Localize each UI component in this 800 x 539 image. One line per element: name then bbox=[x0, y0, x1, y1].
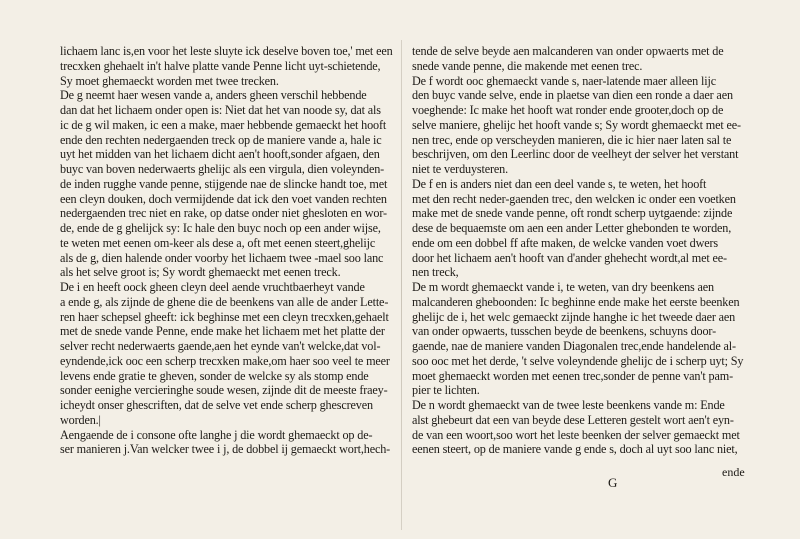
text-line: den buyc vande selve, ende in plaetse van dien een ronde a daer aen bbox=[412, 88, 733, 103]
text-line: De f wordt ooc ghemaeckt vande s, naer-latende maer alleen lijc bbox=[412, 73, 716, 88]
text-line: als de g, dien halende onder voorby het lichaem twee -mael soo lanc bbox=[60, 250, 384, 265]
text-line: beschrijven, om den Leerlinc door de veelheyt der selver het verstant bbox=[412, 147, 739, 162]
text-line: gaende, nae de maniere vanden Diagonalen trec,ende handelende al- bbox=[412, 339, 736, 353]
text-line: de van een woort,soo wort het leste beenken der selver gemaeckt met bbox=[412, 427, 740, 442]
text-line: voeghende: Ic make het hooft wat ronder ende grooter,doch op de bbox=[412, 103, 724, 117]
text-line: nen trec, ende op verscheyden manieren, die ic hier naer laten sal te bbox=[412, 132, 732, 147]
text-line: make met de snede vande penne, oft rondt scherp uytgaende: zijnde bbox=[412, 206, 733, 221]
text-line: alst ghebeurt dat een van beyde dese Letteren gestelt wort aen't eyn- bbox=[412, 412, 734, 427]
text-line: uyt het midden van het lichaem dicht aen't hooft,sonder afgaen, den bbox=[60, 147, 380, 162]
text-line: ende den rechten nedergaenden treck op de maniere vande a, hale ic bbox=[60, 132, 382, 147]
text-line: buyc van boven nederwaerts ghelijc als een virgula, dien voleynden- bbox=[60, 162, 385, 176]
text-line: ic de g wil maken, ic een a make, maer hebbende gemaeckt het hooft bbox=[60, 117, 387, 132]
text-line: levens ende gratie te gheven, sonder de welcke sy als stomp ende bbox=[60, 368, 369, 383]
text-line: Sy moet ghemaeckt worden met twee trecken. bbox=[60, 73, 279, 88]
text-line: moet ghemaeckt worden met eenen trec,sonder de penne van't pam- bbox=[412, 368, 733, 383]
text-line: tende de selve beyde aen malcanderen van onder opwaerts met de bbox=[412, 44, 724, 58]
left-text-column bbox=[60, 44, 395, 457]
text-line: a ende g, als zijnde de ghene die de beenkens van alle de ander Lette- bbox=[60, 294, 389, 309]
text-line: De n wordt ghemaeckt van de twee leste beenkens vande m: Ende bbox=[412, 398, 725, 412]
text-line: ser manieren j.Van welcker twee i j, de dobbel ij gemaeckt wort,hech- bbox=[60, 442, 391, 457]
text-line: Aengaende de i consone ofte langhe j die wordt ghemaeckt op de- bbox=[60, 427, 373, 442]
text-line: van onder opwaerts, tusschen beyde de beenkens, schuyns door- bbox=[412, 324, 717, 339]
text-line: door het lichaem aen't hooft van d'ander ghehecht wordt,al met ee- bbox=[412, 250, 727, 265]
right-text-column bbox=[412, 44, 750, 457]
text-line: ghelijc de i, het welc gemaeckt zijnde hanghe ic het tweede daer aen bbox=[412, 309, 736, 324]
text-line: lichaem lanc is,en voor het leste sluyte ick deselve boven toe,' met een bbox=[60, 44, 393, 58]
text-line: sonder eenighe vercieringhe soude wesen, zijnde dit de meeste fraey- bbox=[60, 383, 388, 398]
text-line: nen treck, bbox=[412, 265, 459, 280]
text-line: pier te lichten. bbox=[412, 383, 480, 398]
text-line: nedergaenden trec niet en rake, op datse onder niet ghesloten en wor- bbox=[60, 206, 387, 221]
text-line: met de snede vande Penne, ende make het lichaem met het platte der bbox=[60, 324, 385, 339]
text-line: eyndende,ick ooc een scherp trecxken make,om haer soo veel te meer bbox=[60, 353, 390, 368]
text-line: de inden rugghe vande penne, stijgende nae de slincke handt toe, met bbox=[60, 176, 388, 191]
text-line: dan dat het lichaem onder open is: Niet dat het van noode sy, dat als bbox=[60, 103, 381, 117]
text-line: De g neemt haer wesen vande a, anders gheen verschil hebbende bbox=[60, 88, 367, 103]
text-line: met den recht neder-gaenden trec, den welcken ic onder een voetken bbox=[412, 191, 736, 206]
text-line: te weten met eenen om-keer als dese a, oft met eenen steert,ghelijc bbox=[60, 235, 376, 250]
text-line: malcanderen gheboonden: Ic beghinne ende make het eerste beenken bbox=[412, 294, 740, 309]
text-line: selve maniere, ghelijc het hooft vande s; Sy wordt ghemaeckt met ee- bbox=[412, 117, 741, 132]
text-line: De f en is anders niet dan een deel vande s, te weten, het hooft bbox=[412, 176, 707, 191]
text-line: soo ooc met het derde, 't selve voleyndende ghelijc de i scherp uyt; Sy bbox=[412, 353, 744, 368]
catchword: ende bbox=[722, 465, 745, 479]
text-line: selver recht nederwaerts gaende,aen het eynde van't welcke,dat vol- bbox=[60, 339, 381, 353]
text-line: worden.| bbox=[60, 412, 101, 427]
text-line: een cleyn douken, doch vermijdende dat ick den voet vanden rechten bbox=[60, 191, 387, 206]
text-line: trecxken ghehaelt in't halve platte vande Penne licht uyt-schietende, bbox=[60, 58, 381, 73]
text-line: De m wordt ghemaeckt vande i, te weten, van dry beenkens aen bbox=[412, 280, 715, 294]
text-line: snede vande penne, die makende met eenen trec. bbox=[412, 58, 643, 73]
text-line: icheydt onser ghescriften, dat de selve vet ende scherp ghescreven bbox=[60, 398, 373, 412]
column-gutter bbox=[401, 40, 402, 530]
text-line: ren haer schepsel gheeft: ick beghinse met een cleyn trecxken,gehaelt bbox=[60, 309, 389, 324]
text-line: de, ende de g ghelijck sy: Ic hale den buyc noch op een ander wijse, bbox=[60, 221, 381, 235]
text-line: eenen steert, op de maniere vande g ende s, doch al uyt soo lanc niet, bbox=[412, 442, 738, 457]
text-line: als het selve groot is; Sy wordt ghemaeckt met eenen treck. bbox=[60, 265, 341, 280]
signature-mark: G bbox=[608, 475, 618, 490]
text-line: ende om een dobbel ff afte maken, de welcke vanden voet dwers bbox=[412, 235, 719, 250]
text-line: niet te verduysteren. bbox=[412, 162, 509, 176]
text-line: De i en heeft oock gheen cleyn deel aende vruchtbaerheyt vande bbox=[60, 280, 365, 294]
text-line: dese de bequaemste om aen een ander Letter ghebonden te worden, bbox=[412, 221, 732, 235]
